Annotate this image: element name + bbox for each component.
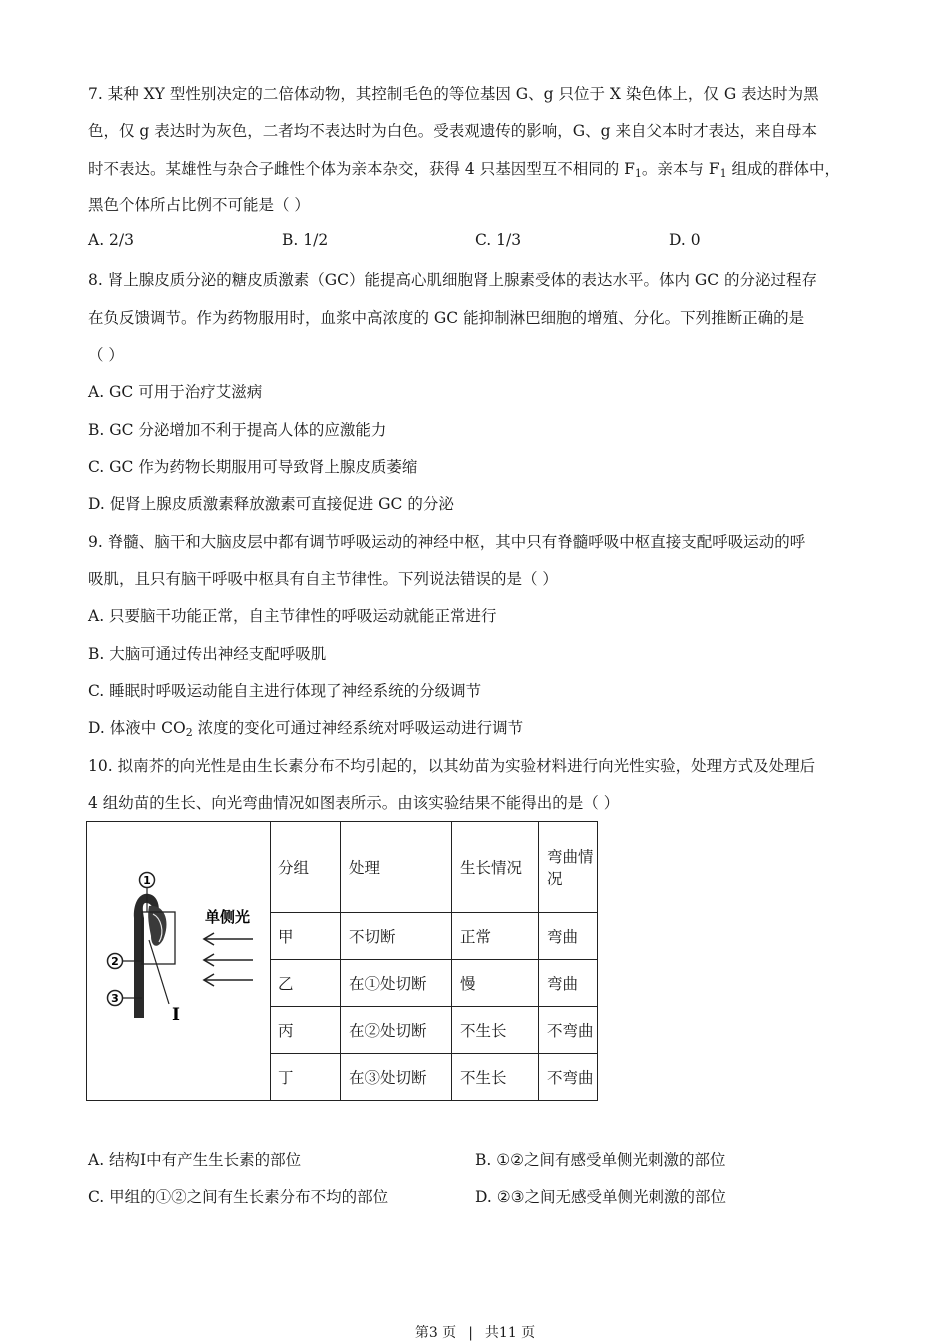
q8-line-1: 8. 肾上腺皮质分泌的糖皮质激素（GC）能提高心肌细胞肾上腺素受体的表达水平。体内 GC 的分泌过程存 (88, 271, 818, 289)
q7-line-2: 色，仅 g 表达时为灰色，二者均不表达时为白色。受表观遗传的影响，G、g 来自父本时才表达，来自母本 (88, 122, 818, 140)
q7-line-1: 7. 某种 XY 型性别决定的二倍体动物，其控制毛色的等位基因 G、g 只位于 X 染色体上，仅 G 表达时为黑 (88, 85, 819, 103)
q7-option-d: D. 0 (669, 231, 701, 249)
page-number: 第3 页 (414, 1325, 457, 1341)
q9-option-b: B. 大脑可通过传出神经支配呼吸肌 (88, 645, 327, 663)
q9-option-a: A. 只要脑干功能正常，自主节律性的呼吸运动就能正常进行 (88, 607, 497, 625)
table-header-row (270, 822, 597, 913)
table-row (270, 913, 597, 960)
structure-pointer (149, 940, 169, 1004)
page-total: 共11 页 (484, 1325, 536, 1341)
q9-line-1: 9. 脊髓、脑干和大脑皮层中都有调节呼吸运动的神经中枢，其中只有脊髓呼吸中枢直接支配呼吸运动的呼 (88, 533, 806, 551)
mark-3-text: 3 (111, 992, 119, 1005)
q7-option-c: C. 1/3 (475, 231, 522, 249)
table-row (270, 960, 597, 1007)
table-cell: 在②处切断 (341, 1007, 452, 1054)
q10-option-c: C. 甲组的①②之间有生长素分布不均的部位 (88, 1188, 389, 1206)
table-cell: 丁 (270, 1054, 341, 1100)
table-cell: 在③处切断 (341, 1054, 452, 1100)
q10-data-table (270, 822, 597, 1100)
q8-option-b: B. GC 分泌增加不利于提高人体的应激能力 (88, 421, 387, 439)
table-cell: 不弯曲 (539, 1007, 598, 1054)
q8-option-c: C. GC 作为药物长期服用可导致肾上腺皮质萎缩 (88, 458, 418, 476)
q10-option-a: A. 结构I中有产生生长素的部位 (88, 1151, 302, 1169)
q8-option-a: A. GC 可用于治疗艾滋病 (88, 383, 263, 401)
table-cell: 不弯曲 (539, 1054, 598, 1100)
table-cell: 弯曲 (539, 913, 598, 960)
q7-line-3: 时不表达。某雄性与杂合子雌性个体为亲本杂交，获得 4 只基因型互不相同的 $F_1$。亲本与 $F_1$ 组成的群体中， (88, 160, 841, 180)
q10-option-b: B. ①②之间有感受单侧光刺激的部位 (475, 1151, 726, 1169)
footer-separator: | (468, 1325, 473, 1341)
table-cell: 不生长 (452, 1007, 539, 1054)
table-cell: 正常 (452, 913, 539, 960)
q10-line-1: 10. 拟南芥的向光性是由生长素分布不均引起的，以其幼苗为实验材料进行向光性实验，处理方式及处理后 (88, 757, 816, 775)
seedling-diagram (87, 822, 270, 1100)
table-header-cell: 分组 (278, 859, 310, 878)
q7-option-b: B. 1/2 (282, 231, 329, 249)
table-cell: 不切断 (341, 913, 452, 960)
q9-option-c: C. 睡眠时呼吸运动能自主进行体现了神经系统的分级调节 (88, 682, 482, 700)
table-row (270, 1007, 597, 1054)
mark-2-text: 2 (111, 955, 119, 968)
seedling-figure (87, 822, 271, 1100)
page-footer (0, 1322, 950, 1342)
table-header-cell: 弯曲情况 (539, 822, 598, 913)
q8-line-3: （ ） (88, 346, 124, 364)
q10-figure-table (86, 821, 598, 1101)
q7-line-4: 黑色个体所占比例不可能是（ ） (88, 196, 310, 214)
table-cell: 在①处切断 (341, 960, 452, 1007)
mark-1-text: 1 (143, 874, 151, 887)
q9-option-d: D. 体液中 $CO_2$ 浓度的变化可通过神经系统对呼吸运动进行调节 (88, 719, 524, 739)
q7-option-a: A. 2/3 (88, 231, 134, 249)
q8-line-2: 在负反馈调节。作为药物服用时，血浆中高浓度的 GC 能抑制淋巴细胞的增殖、分化。下列推断正确的是 (88, 309, 805, 327)
q9-line-2: 吸肌，且只有脑干呼吸中枢具有自主节律性。下列说法错误的是（ ） (88, 570, 558, 588)
table-header-cell: 生长情况 (452, 822, 539, 913)
light-label: 单侧光 (205, 908, 251, 926)
q8-option-d: D. 促肾上腺皮质激素释放激素可直接促进 GC 的分泌 (88, 495, 454, 513)
table-cell: 慢 (452, 960, 539, 1007)
table-cell: 乙 (270, 960, 341, 1007)
light-arrows (204, 933, 253, 986)
q10-option-d: D. ②③之间无感受单侧光刺激的部位 (475, 1188, 727, 1206)
structure-label: I (172, 1005, 180, 1025)
table-cell: 甲 (270, 913, 341, 960)
q10-line-2: 4 组幼苗的生长、向光弯曲情况如图表所示。由该实验结果不能得出的是（ ） (88, 794, 620, 812)
table-cell: 弯曲 (539, 960, 598, 1007)
table-header-cell: 处理 (341, 822, 452, 913)
table-row (270, 1054, 597, 1100)
table-cell: 不生长 (452, 1054, 539, 1100)
table-cell: 丙 (270, 1007, 341, 1054)
